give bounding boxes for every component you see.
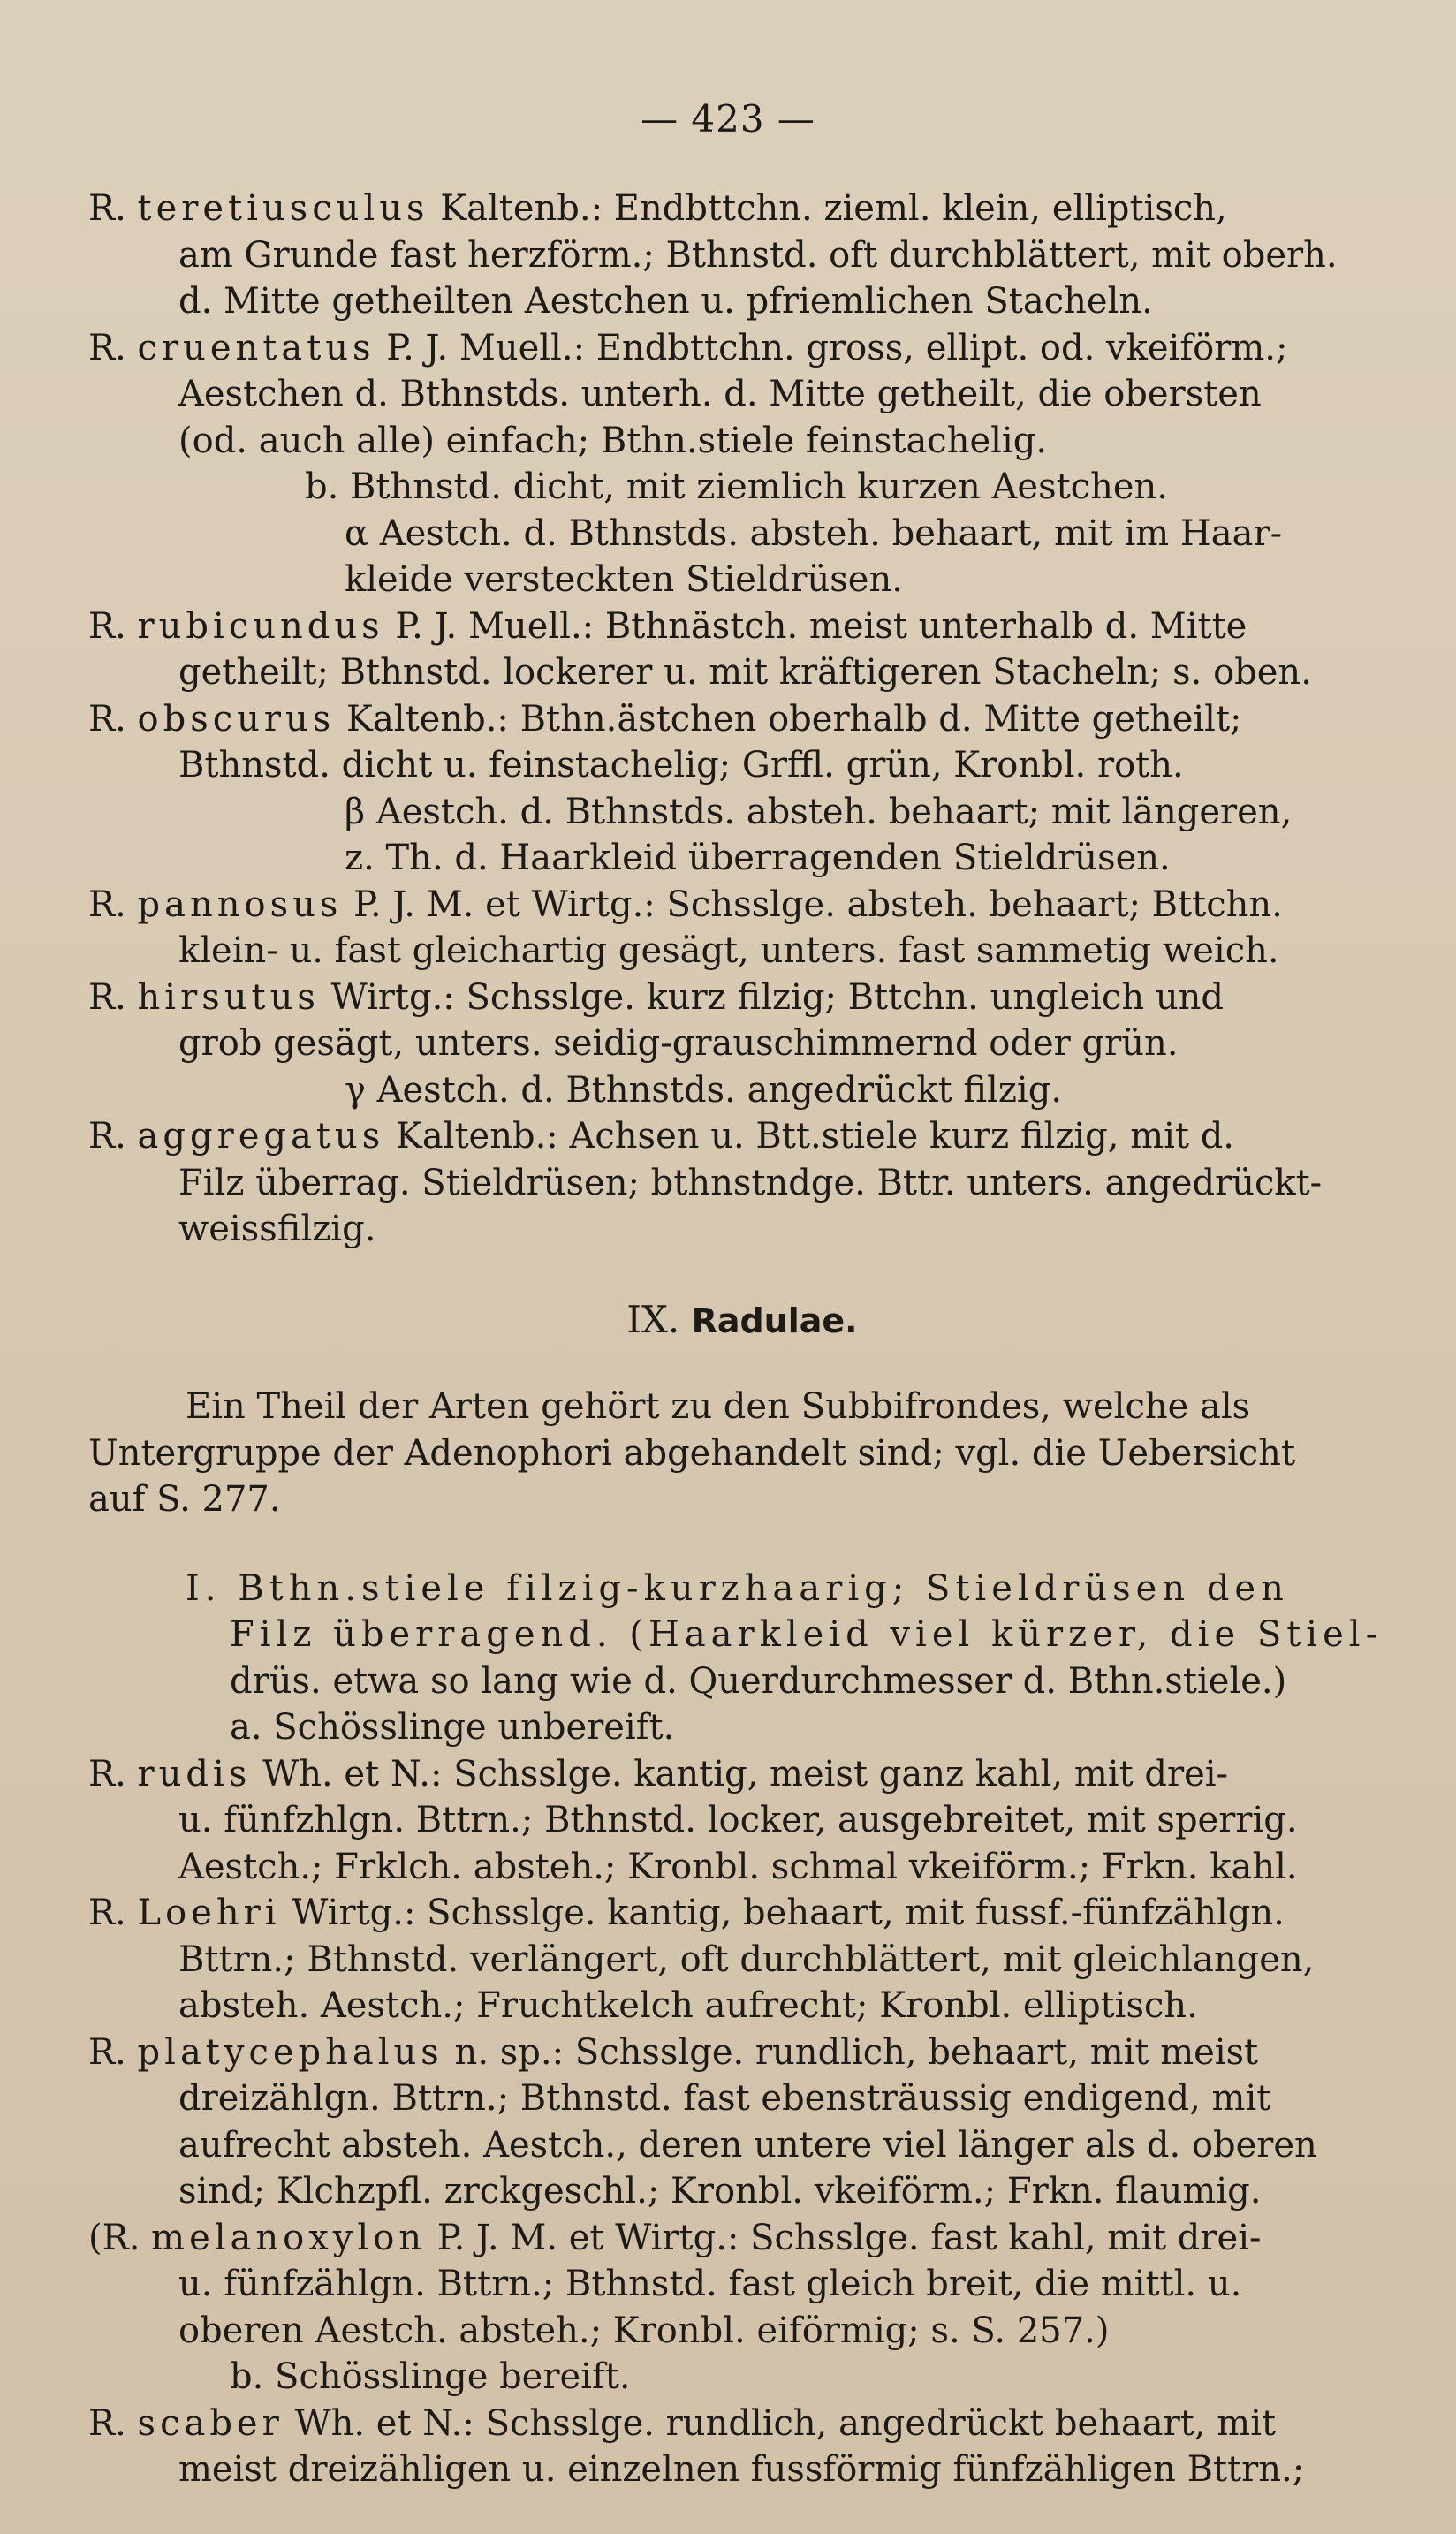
species-entry-first-line [88,696,1396,743]
page-number: — 423 — [641,97,815,140]
species-name: rubicundus [137,605,384,647]
species-description: Schsslge. fast kahl, mit drei- [750,2217,1262,2258]
genus-abbreviation: R. [88,2031,138,2073]
genus-abbreviation: R. [88,2402,138,2444]
species-author: P. J. M. et Wirtg.: [342,884,667,925]
species-entry-first-line [88,975,1396,1021]
species-description-line: (od. auch alle) einfach; Bthn.stiele feinstachelig. [178,420,1048,461]
species-entry-first-line [88,2215,1396,2262]
subgroup-b2-label: b. Schösslinge bereift. [230,2356,631,2397]
species-description: Schsslge. kurz filzig; Bttchn. ungleich und [466,976,1224,1018]
species-entry-first-line [88,882,1396,929]
species-description-line: getheilt; Bthnstd. lockerer u. mit kräftigeren Stacheln; s. oben. [178,652,1312,693]
species-entry-rubicundus [88,603,1396,696]
species-entry-first-line [88,1113,1396,1160]
subgroup-alpha [88,511,1396,603]
species-entry-platycephalus [88,2029,1396,2215]
species-name: Loehri [137,1893,281,1933]
genus-abbreviation: R. [88,1116,138,1157]
species-description: Achsen u. Btt.stiele kurz filzig, mit d. [569,1116,1235,1157]
species-entry-first-line [88,1890,1396,1937]
species-description: Schsslge. rundlich, angedrückt behaart, mit [485,2402,1277,2444]
species-entry-aggregatus [88,1113,1396,1253]
species-entry-pannosus [88,882,1396,975]
species-entry-rudis [88,1751,1396,1891]
species-name: obscurus [137,698,336,740]
subgroup-b-label: b. Bthnstd. dicht, mit ziemlich kurzen Aestchen. [305,467,1168,507]
intro-line: Untergruppe der Adenophori abgehandelt sind; vgl. die Uebersicht [88,1432,1296,1474]
species-description-line: am Grunde fast herzförm.; Bthnstd. oft durchblättert, mit oberh. [178,234,1338,276]
intro-line: auf S. 277. [88,1479,281,1520]
species-author: P. J. Muell.: [383,605,605,647]
species-name: rudis [137,1753,252,1794]
species-author: Wh. et N.: [283,2402,486,2444]
species-author: Wirtg.: [280,1893,428,1933]
species-name: aggregatus [137,1116,385,1157]
intro-line: Ein Theil der Arten gehört zu den Subbifrondes, welche als [186,1386,1251,1427]
genus-abbreviation: R. [88,976,138,1018]
species-author: Kaltenb.: [384,1116,570,1157]
species-entry-obscurus [88,696,1396,789]
species-description-line: Aestch.; Frklch. absteh.; Kronbl. schmal vkeiförm.; Frkn. kahl. [178,1846,1298,1887]
section-heading [88,1297,1396,1345]
species-author: P. J. Muell.: [375,327,596,368]
species-author: Kaltenb.: [428,188,614,229]
subgroup-beta-line: β Aestch. d. Bthnstds. absteh. behaart; mit längeren, [345,791,1293,832]
species-name: hirsutus [137,976,320,1018]
species-description: Bthnästch. meist unterhalb d. Mitte [604,605,1247,647]
species-entry-first-line [88,325,1396,372]
species-entry-scaber [88,2401,1396,2493]
genus-abbreviation: R. [88,698,138,740]
species-description-line: Filz überrag. Stieldrüsen; bthnstndge. Bttr. unters. angedrückt- [178,1162,1323,1203]
species-description-line: aufrecht absteh. Aestch., deren untere viel länger als d. oberen [178,2124,1317,2166]
species-entry-first-line [88,186,1396,232]
species-description-line: d. Mitte getheilten Aestchen u. pfriemlichen Stacheln. [178,281,1153,322]
species-description: Schsslge. absteh. behaart; Bttchn. [666,884,1283,925]
species-name: pannosus [137,884,343,925]
species-description-line: absteh. Aestch.; Fruchtkelch aufrecht; Kronbl. elliptisch. [178,1985,1198,2026]
species-author: Wirtg.: [319,976,466,1018]
species-name: teretiusculus [137,188,429,229]
section-title: Radulae. [691,1301,858,1340]
genus-abbreviation: R. [88,884,138,925]
species-description: Schsslge. rundlich, behaart, mit meist [574,2031,1259,2073]
species-entry-first-line [88,603,1396,650]
subgroup-beta [88,789,1396,882]
species-description-line: Bthnstd. dicht u. feinstachelig; Grffl. grün, Kronbl. roth. [178,745,1184,785]
species-entry-first-line [88,2029,1396,2076]
species-entry-Loehri [88,1890,1396,2029]
subgroup-a-label: a. Schösslinge unbereift. [230,1707,675,1748]
intro-paragraph [88,1384,1396,1523]
species-description: Endbttchn. gross, ellipt. od. vkeiförm.; [595,327,1288,368]
subgroup-gamma: γ Aestch. d. Bthnstds. angedrückt filzig. [345,1069,1063,1111]
genus-abbreviation: R. [88,1753,138,1794]
species-entry-first-line [88,1751,1396,1798]
species-author: Kaltenb.: [335,698,520,740]
species-description-line: Bttrn.; Bthnstd. verlängert, oft durchblättert, mit gleichlangen, [178,1938,1315,1980]
species-description-line: weissfilzig. [178,1209,376,1249]
species-description-line: meist dreizähligen u. einzelnen fussförmig fünfzähligen Bttrn.; [178,2449,1305,2490]
group-I-line: I. Bthn.stiele filzig-kurzhaarig; Stieldrüsen den [186,1567,1289,1609]
group-I [88,1566,1396,1705]
group-I-line: Filz überragend. (Haarkleid viel kürzer, die Stiel- [230,1614,1384,1655]
species-author: P. J. M. et Wirtg.: [426,2217,751,2258]
genus-abbreviation: (R. [88,2217,152,2258]
species-author: Wh. et N.: [251,1753,454,1794]
species-description: Schsslge. kantig, behaart, mit fussf.-fünfzählgn. [427,1893,1285,1933]
species-description: Bthn.ästchen oberhalb d. Mitte getheilt; [519,698,1242,740]
species-name: melanoxylon [151,2217,427,2258]
genus-abbreviation: R. [88,605,138,647]
species-entry-teretiusculus [88,186,1396,325]
species-entry-first-line [88,2401,1396,2447]
species-description: Schsslge. kantig, meist ganz kahl, mit drei- [453,1753,1229,1794]
species-description-line: oberen Aestch. absteh.; Kronbl. eiförmig; s. S. 257.) [178,2310,1110,2351]
species-entry-cruentatus [88,325,1396,465]
species-description-line: sind; Klchzpfl. zrckgeschl.; Kronbl. vkeiförm.; Frkn. flaumig. [178,2171,1262,2212]
species-name: scaber [137,2402,284,2444]
genus-abbreviation: R. [88,1893,138,1933]
section-number: IX. [626,1297,692,1341]
genus-abbreviation: R. [88,188,138,229]
species-description-line: u. fünfzhlgn. Bttrn.; Bthnstd. locker, ausgebreitet, mit sperrig. [178,1800,1298,1840]
subgroup-beta-line: z. Th. d. Haarkleid überragenden Stieldrüsen. [345,838,1171,878]
species-entry-hirsutus [88,975,1396,1067]
species-description-line: grob gesägt, unters. seidig-grauschimmernd oder grün. [178,1023,1179,1064]
page-text-column [88,186,1396,2493]
species-name: cruentatus [137,327,375,368]
subgroup-alpha-line: α Aestch. d. Bthnstds. absteh. behaart, mit im Haar- [345,512,1283,554]
species-entry-melanoxylon [88,2215,1396,2355]
species-author: n. sp.: [443,2031,575,2073]
species-description-line: u. fünfzählgn. Bttrn.; Bthnstd. fast gleich breit, die mittl. u. [178,2264,1242,2304]
species-description-line: Aestchen d. Bthnstds. unterh. d. Mitte getheilt, die obersten [178,374,1262,414]
subgroup-alpha-line: kleide versteckten Stieldrüsen. [345,559,903,600]
species-description: Endbttchn. zieml. klein, elliptisch, [613,188,1227,229]
genus-abbreviation: R. [88,327,138,368]
group-I-line: drüs. etwa so lang wie d. Querdurchmesser d. Bthn.stiele.) [230,1660,1287,1702]
species-name: platycephalus [137,2031,444,2073]
species-description-line: klein- u. fast gleichartig gesägt, unters. fast sammetig weich. [178,930,1279,971]
species-description-line: dreizählgn. Bttrn.; Bthnstd. fast ebensträussig endigend, mit [178,2078,1271,2119]
